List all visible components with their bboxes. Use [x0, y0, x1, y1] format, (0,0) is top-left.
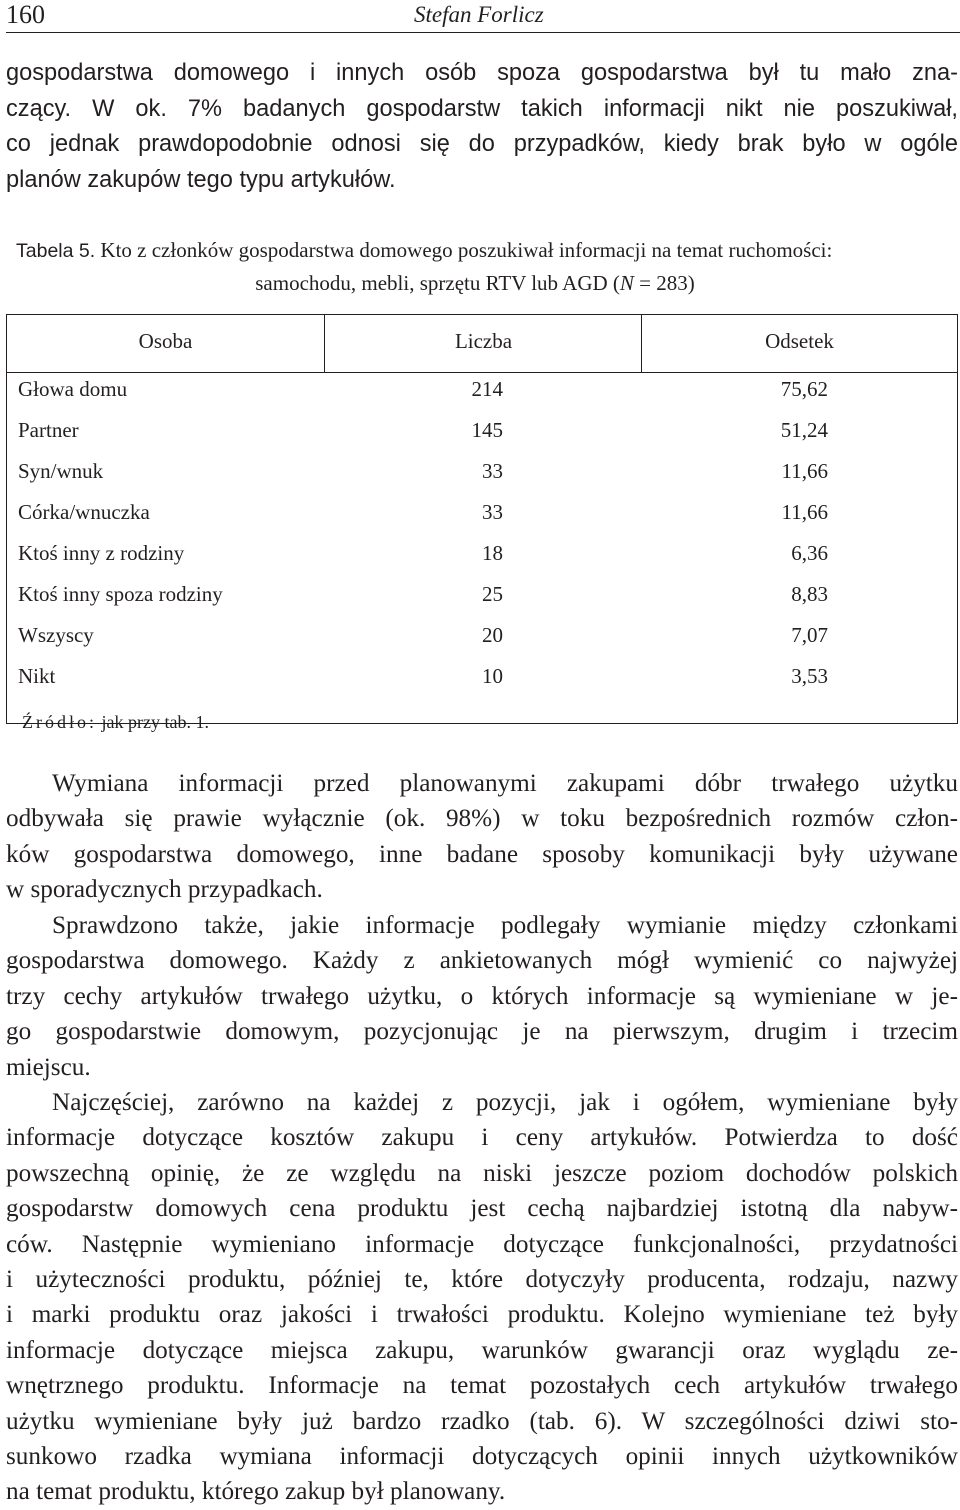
- table-row: [7, 377, 957, 418]
- cell-odsetek: 6,36: [791, 541, 828, 565]
- table-row: [7, 541, 957, 582]
- cell-liczba: 145: [471, 418, 503, 442]
- text-line: na temat produktu, którego zakup był planowany.: [6, 1478, 506, 1506]
- text-line: powszechną opinię, że ze względu na niski jeszcze poziom dochodów polskich: [6, 1159, 958, 1187]
- caption-title-part2: samochodu, mebli, sprzętu RTV lub AGD (: [255, 270, 620, 295]
- cell-osoba: Głowa domu: [18, 377, 128, 401]
- cell-odsetek: 11,66: [781, 500, 828, 524]
- caption-line: [10, 268, 940, 300]
- cell-osoba: Córka/wnuczka: [18, 500, 150, 524]
- body-paragraph: [6, 766, 958, 908]
- n-symbol: N: [619, 270, 634, 295]
- text-line: Najczęściej, zarówno na każdej z pozycji, jak i ogółem, wymieniane były: [52, 1089, 958, 1116]
- page-header: [6, 2, 960, 33]
- body-paragraph: [6, 1085, 958, 1510]
- cell-liczba: 10: [482, 664, 503, 688]
- cell-osoba: Ktoś inny spoza rodziny: [18, 582, 223, 606]
- text-line: Sprawdzono także, jakie informacje podlegały wymianie między członkami: [52, 912, 958, 939]
- text-line: trzy cechy artykułów trwałego użytku, o których informacje są wymieniane w je-: [6, 982, 958, 1010]
- cell-odsetek: 8,83: [791, 582, 828, 606]
- cell-osoba: Ktoś inny z rodziny: [18, 541, 185, 565]
- data-table: [6, 314, 958, 724]
- caption-line: [16, 235, 956, 268]
- cell-liczba: 18: [482, 541, 503, 565]
- cell-liczba: 33: [482, 500, 503, 524]
- cell-liczba: 214: [471, 377, 503, 401]
- table-header-row: [7, 315, 957, 373]
- page-number: 160: [6, 0, 45, 29]
- text-line: i marki produktu oraz jakości i trwałości produktu. Kolejno wymieniane też były: [6, 1301, 958, 1329]
- text-line: w sporadycznych przypadkach.: [6, 876, 323, 904]
- text-line: ków gospodarstwa domowego, inne badane sposoby komunikacji były używane: [6, 840, 958, 868]
- text-line: sunkowo rzadka wymiana informacji dotyczących opinii innych użytkowników: [6, 1443, 958, 1471]
- intro-paragraph: [6, 56, 958, 198]
- cell-liczba: 33: [482, 459, 503, 483]
- text-line: ców. Następnie wymieniano informacje dotyczące funkcjonalności, przydatności: [6, 1230, 958, 1258]
- text-line: gospodarstwa domowego. Każdy z ankietowanych mógł wymienić co najwyżej: [6, 947, 958, 975]
- table-label: Tabela 5.: [16, 240, 96, 262]
- text-line: i użyteczności produktu, później te, które dotyczyły producenta, rodzaju, nazwy: [6, 1266, 958, 1294]
- cell-odsetek: 3,53: [791, 664, 828, 688]
- column-header-odsetek: Odsetek: [765, 329, 834, 353]
- table-row: [7, 418, 957, 459]
- source-text: jak przy tab. 1.: [97, 712, 209, 732]
- cell-odsetek: 7,07: [791, 623, 828, 647]
- column-header-liczba: Liczba: [454, 329, 513, 353]
- table-row: [7, 582, 957, 623]
- cell-liczba: 25: [482, 582, 503, 606]
- text-line: miejscu.: [6, 1053, 91, 1081]
- source-label: Źródło:: [22, 712, 97, 732]
- cell-osoba: Wszyscy: [18, 623, 94, 647]
- text-line: go gospodarstwie domowym, pozycjonując je na pierwszym, drugim i trzecim: [6, 1018, 958, 1046]
- text-line: co jednak prawdopodobnie odnosi się do przypadków, kiedy brak było w ogóle: [6, 131, 958, 158]
- column-header-osoba: Osoba: [138, 329, 193, 353]
- cell-odsetek: 51,24: [780, 418, 828, 442]
- text-line: informacje dotyczące miejsca zakupu, warunków gwarancji oraz wyglądu ze-: [6, 1336, 958, 1364]
- caption-n-value: = 283): [633, 270, 695, 295]
- text-line: gospodarstwa domowego i innych osób spoza gospodarstwa był tu mało zna-: [6, 60, 958, 86]
- cell-odsetek: 75,62: [780, 377, 828, 401]
- text-line: czący. W ok. 7% badanych gospodarstw takich informacji nikt nie poszukiwał,: [6, 95, 958, 122]
- text-line: odbywała się prawie wyłącznie (ok. 98%) w toku bezpośrednich rozmów człon-: [6, 805, 958, 833]
- table-row: [7, 500, 957, 541]
- table-row: [7, 664, 957, 705]
- text-line: użytku wymieniane były już bardzo rzadko (tab. 6). W szczególności dziwi sto-: [6, 1407, 958, 1435]
- cell-osoba: Partner: [18, 418, 79, 442]
- table-row: [7, 459, 957, 500]
- text-line: wnętrznego produktu. Informacje na temat pozostałych cech artykułów trwałego: [6, 1372, 958, 1400]
- cell-liczba: 20: [482, 623, 503, 647]
- cell-odsetek: 11,66: [781, 459, 828, 483]
- running-head-author: Stefan Forlicz: [414, 2, 544, 27]
- table-row: [7, 623, 957, 664]
- text-line: Wymiana informacji przed planowanymi zakupami dóbr trwałego użytku: [52, 770, 958, 797]
- text-line: gospodarstw domowych cena produktu jest cechą najbardziej istotną dla nabyw-: [6, 1195, 958, 1223]
- text-line: informacje dotyczące kosztów zakupu i ceny artykułów. Potwierdza to dość: [6, 1124, 958, 1152]
- cell-osoba: Nikt: [18, 664, 56, 688]
- cell-osoba: Syn/wnuk: [18, 459, 104, 483]
- text-line: planów zakupów tego typu artykułów.: [6, 166, 396, 193]
- table-source-note: [22, 712, 209, 733]
- table-caption: [16, 235, 956, 299]
- caption-title-part1: Kto z członków gospodarstwa domowego poszukiwał informacji na temat ruchomości:: [100, 238, 833, 262]
- body-paragraph: [6, 908, 958, 1085]
